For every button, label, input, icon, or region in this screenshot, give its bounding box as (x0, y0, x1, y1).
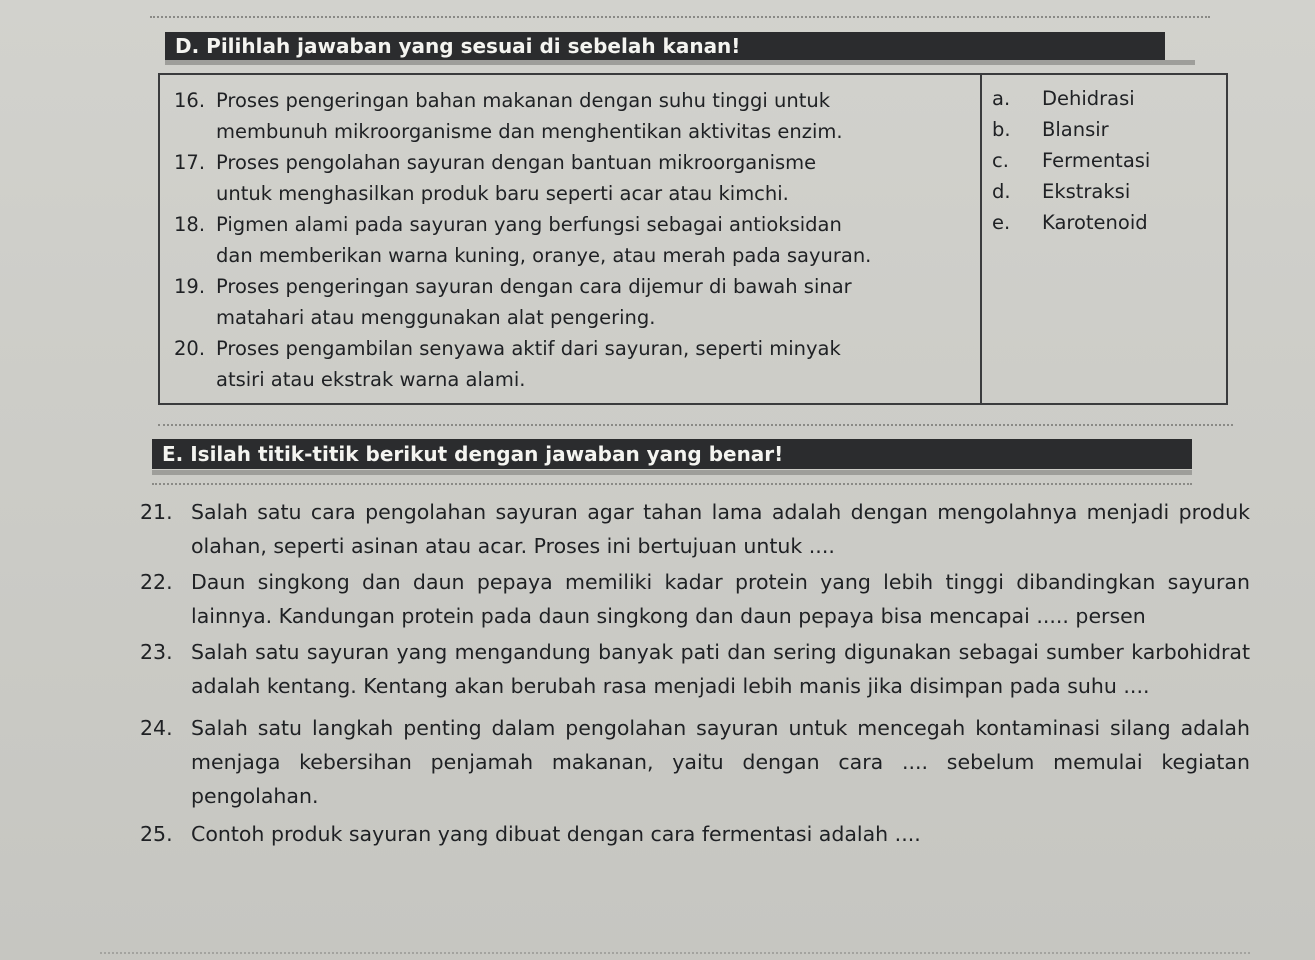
question-text: Proses pengolahan sayuran dengan bantuan mikroorganisme (216, 151, 817, 174)
question-number: 23. (140, 640, 173, 664)
question-text: Contoh produk sayuran yang dibuat dengan cara fermentasi adalah .... (191, 822, 921, 846)
question-text: Daun singkong dan daun pepaya memiliki kadar protein yang lebih tinggi dibandingkan sayuran lainnya. Kandungan protein pada daun singkong dan daun pepaya bisa mencapai ..... persen (191, 570, 1250, 628)
option-e (982, 207, 1226, 238)
option-d (982, 176, 1226, 207)
question-number: 22. (140, 570, 173, 594)
option-text: Dehidrasi (1042, 87, 1135, 110)
question-20 (160, 333, 980, 395)
dotted-divider (100, 952, 1250, 954)
question-text-continued: atsiri atau ekstrak warna alami. (216, 368, 526, 391)
question-number: 21. (140, 500, 173, 524)
question-text: Proses pengeringan bahan makanan dengan suhu tinggi untuk (216, 89, 831, 112)
question-text: Salah satu sayuran yang mengandung banyak pati dan sering digunakan sebagai sumber karbohidrat adalah kentang. Kentang akan berubah rasa menjadi lebih manis jika disimpan pada suhu .... (191, 640, 1250, 698)
option-letter: d. (992, 180, 1011, 203)
option-text: Fermentasi (1042, 149, 1151, 172)
dotted-divider (158, 424, 1233, 426)
heading-underline (165, 60, 1195, 65)
matching-table (158, 73, 1228, 405)
section-e-heading: E. Isilah titik-titik berikut dengan jawaban yang benar! (152, 439, 1192, 469)
question-18 (160, 209, 980, 271)
question-text: Salah satu cara pengolahan sayuran agar tahan lama adalah dengan mengolahnya menjadi produk olahan, seperti asinan atau acar. Proses ini bertujuan untuk .... (191, 500, 1250, 558)
option-text: Karotenoid (1042, 211, 1148, 234)
question-22 (140, 565, 1250, 633)
option-letter: a. (992, 87, 1011, 110)
fill-in-questions (140, 495, 1250, 851)
questions-cell (159, 74, 981, 404)
question-number: 25. (140, 822, 173, 846)
question-text: Proses pengambilan senyawa aktif dari sayuran, seperti minyak (216, 337, 841, 360)
question-number: 16. (174, 89, 206, 112)
question-text: Salah satu langkah penting dalam pengolahan sayuran untuk mencegah kontaminasi silang adalah menjaga kebersihan penjamah makanan, yaitu dengan cara .... sebelum memulai kegiatan pengolahan. (191, 716, 1250, 808)
question-text-continued: membunuh mikroorganisme dan menghentikan aktivitas enzim. (216, 120, 843, 143)
question-16 (160, 85, 980, 147)
option-a (982, 83, 1226, 114)
option-text: Ekstraksi (1042, 180, 1131, 203)
question-25 (140, 817, 1250, 851)
options-cell (981, 74, 1227, 404)
question-text-continued: untuk menghasilkan produk baru seperti acar atau kimchi. (216, 182, 789, 205)
question-text: Pigmen alami pada sayuran yang berfungsi sebagai antioksidan (216, 213, 842, 236)
option-b (982, 114, 1226, 145)
question-number: 24. (140, 716, 173, 740)
option-letter: e. (992, 211, 1011, 234)
question-number: 19. (174, 275, 206, 298)
question-text-continued: dan memberikan warna kuning, oranye, atau merah pada sayuran. (216, 244, 872, 267)
question-number: 18. (174, 213, 206, 236)
question-number: 17. (174, 151, 206, 174)
question-text-continued: matahari atau menggunakan alat pengering. (216, 306, 656, 329)
option-text: Blansir (1042, 118, 1109, 141)
question-24 (140, 711, 1250, 813)
option-letter: c. (992, 149, 1009, 172)
question-17 (160, 147, 980, 209)
question-23 (140, 635, 1250, 703)
dotted-divider (150, 16, 1210, 18)
heading-underline (152, 470, 1192, 475)
option-c (982, 145, 1226, 176)
option-letter: b. (992, 118, 1011, 141)
question-19 (160, 271, 980, 333)
question-21 (140, 495, 1250, 563)
question-number: 20. (174, 337, 206, 360)
section-d-heading: D. Pilihlah jawaban yang sesuai di sebelah kanan! (165, 32, 1165, 60)
question-text: Proses pengeringan sayuran dengan cara dijemur di bawah sinar (216, 275, 852, 298)
dotted-divider (152, 483, 1192, 485)
